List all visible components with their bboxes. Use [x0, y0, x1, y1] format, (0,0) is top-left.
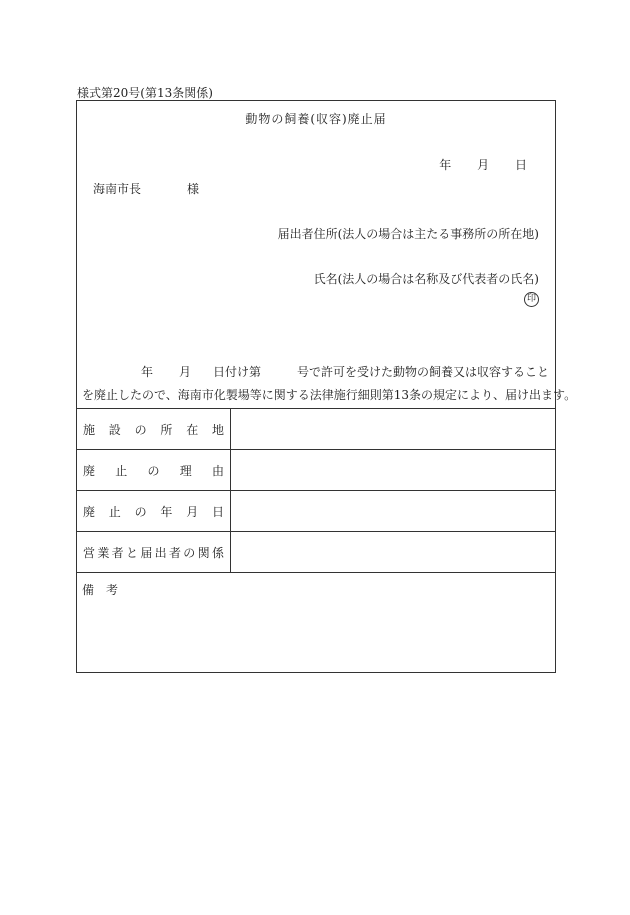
date-year: 年 [439, 158, 452, 172]
label-char: 廃 [83, 463, 96, 478]
label-char: 営 [83, 545, 96, 560]
label-char: 日 [211, 504, 224, 519]
table-row [77, 409, 556, 450]
applicant-name-label: 氏名(法人の場合は名称及び代表者の氏名) [313, 272, 539, 286]
label-char: の [134, 504, 147, 519]
seal-mark: 印 [524, 292, 539, 307]
label-char: 設 [108, 422, 121, 437]
form-frame [76, 100, 577, 673]
table-row [77, 491, 556, 532]
label-char: の [134, 422, 147, 437]
business-relation-label [77, 532, 231, 573]
label-char: と [125, 545, 138, 560]
abolition-date-field[interactable] [231, 491, 556, 532]
info-table [76, 408, 556, 573]
body-permit-text: 号で許可を受けた動物の飼養又は収容すること [296, 365, 549, 379]
label-char: 在 [186, 422, 199, 437]
business-relation-field[interactable] [231, 532, 556, 573]
label-char: 由 [211, 463, 224, 478]
label-char: の [147, 463, 160, 478]
applicant-address-label: 届出者住所(法人の場合は主たる事務所の所在地) [277, 227, 539, 241]
body-month: 月 [178, 365, 191, 379]
label-char: 係 [211, 545, 224, 560]
label-char: 出 [154, 545, 167, 560]
addressee-honorific: 様 [187, 182, 200, 196]
label-char: 地 [211, 422, 224, 437]
label-char: 廃 [83, 504, 96, 519]
abolition-date-label [77, 491, 231, 532]
label-char: 業 [97, 545, 110, 560]
body-text-line-2: を廃止したので、海南市化製場等に関する法律施行細則第13条の規定により、届け出ます。 [82, 388, 577, 402]
label-char: の [183, 545, 196, 560]
table-row [77, 532, 556, 573]
label-char: 関 [197, 545, 210, 560]
body-day-number: 日付け第 [212, 365, 261, 379]
label-char: 年 [160, 504, 173, 519]
abolition-reason-label [77, 450, 231, 491]
body-year: 年 [140, 365, 153, 379]
submission-date [417, 156, 527, 173]
form-title: 動物の飼養(収容)廃止届 [245, 112, 387, 126]
facility-location-label [77, 409, 231, 450]
label-char: 止 [108, 504, 121, 519]
label-char: 止 [115, 463, 128, 478]
facility-location-field[interactable] [231, 409, 556, 450]
table-row [77, 450, 556, 491]
date-day: 日 [514, 158, 527, 172]
label-char: 届 [140, 545, 153, 560]
addressee-name: 海南市長 [93, 182, 142, 196]
abolition-reason-field[interactable] [231, 450, 556, 491]
remarks-label: 備考 [82, 583, 131, 597]
label-char: 者 [168, 545, 181, 560]
remarks-box[interactable] [76, 572, 556, 673]
addressee [93, 180, 199, 197]
body-text-line-1 [77, 363, 549, 380]
label-char: 者 [111, 545, 124, 560]
form-number-label: 様式第20号(第13条関係) [77, 86, 213, 100]
label-char: 所 [160, 422, 173, 437]
label-char: 月 [186, 504, 199, 519]
label-char: 理 [179, 463, 192, 478]
date-month: 月 [477, 158, 490, 172]
label-char: 施 [83, 422, 96, 437]
